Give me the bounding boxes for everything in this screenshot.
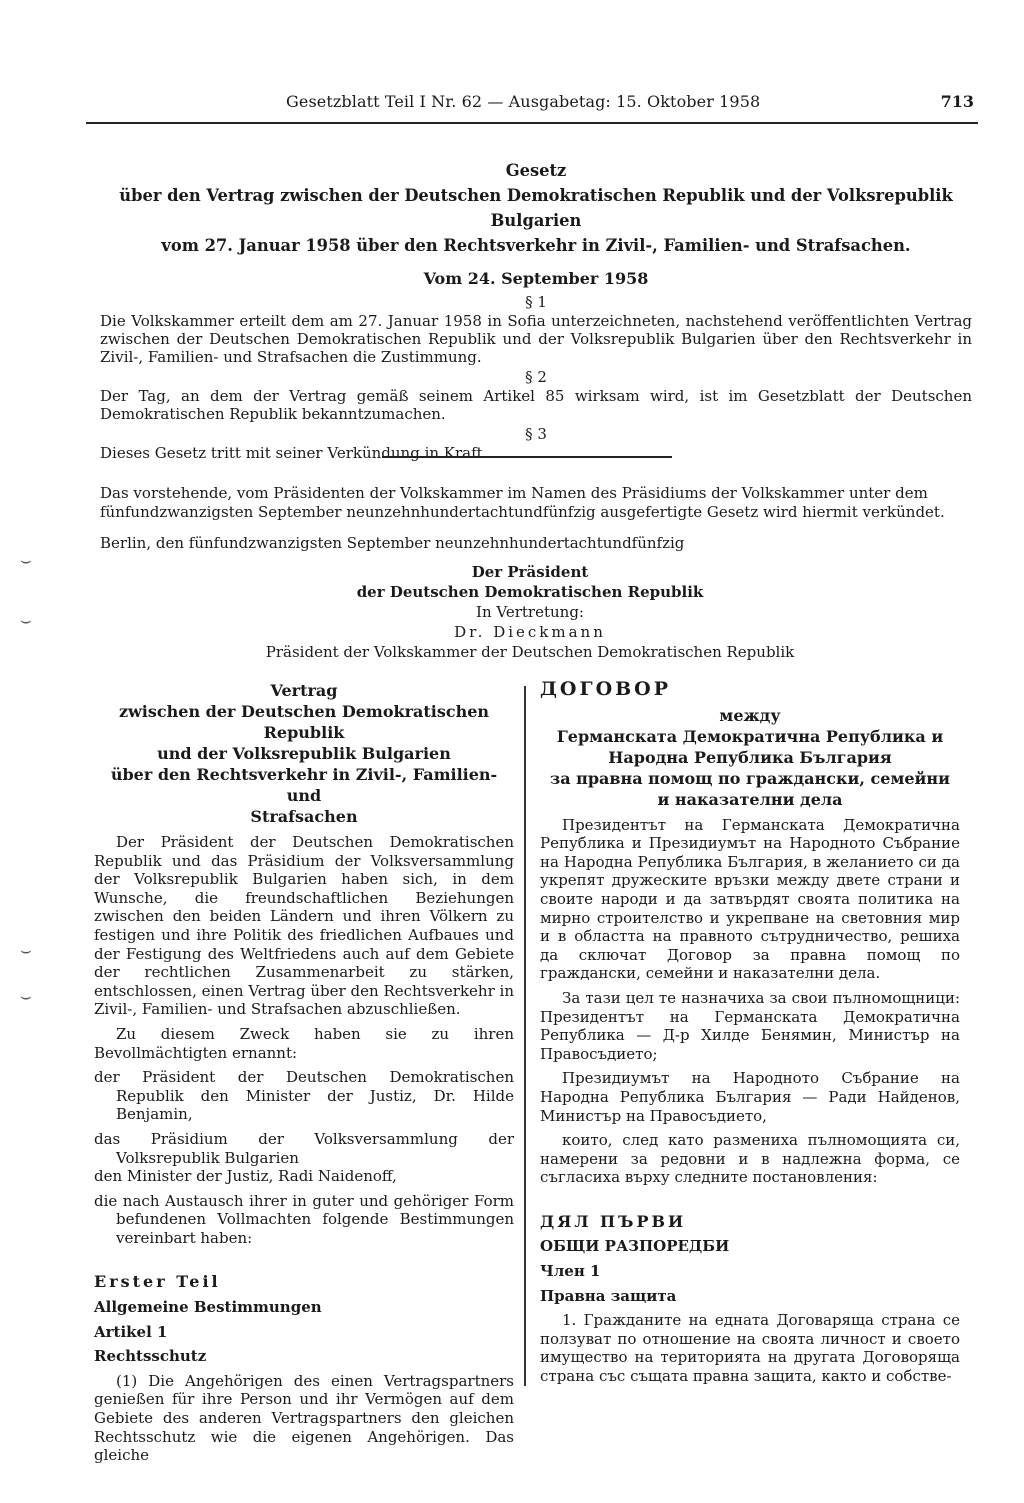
section-text: Die Volkskammer erteilt dem am 27. Januar 1958 in Sofia unterzeichneten, nachstehend veröffentlichten Vertrag zwischen der Deutschen Demokratischen Republik und der Volksrepublik Bulgarien über den Rechtsverkehr in Zivil-, Familien- und Strafsachen die Zustimmung.	[100, 312, 972, 366]
preamble-paragraph: den Minister der Justiz, Radi Naidenoff,	[94, 1167, 397, 1186]
treaty-subtitle: Народна Република България	[608, 747, 892, 767]
preamble-paragraph: За тази цел те назначиха за свои пълномощници: Президентът на Германската Демократична Република — Д-р Хилде Бенямин, Министър на Правосъдието;	[540, 988, 960, 1063]
part-heading: Erster Teil	[94, 1272, 221, 1292]
section-sign: § 2	[525, 368, 547, 386]
law-date: Vom 24. September 1958	[423, 269, 649, 288]
margin-mark: ⌣	[20, 940, 32, 961]
part-title: Allgemeine Bestimmungen	[94, 1298, 322, 1317]
margin-mark: ⌣	[20, 986, 32, 1007]
section-text: Der Tag, an dem der Vertrag gemäß seinem Artikel 85 wirksam wird, ist im Gesetzblatt der Deutschen Demokratischen Republik bekanntzumachen.	[100, 387, 972, 423]
preamble-paragraph: Президентът на Германската Демократична Република и Президиумът на Народното Събрание на Народна Република България, в желанието си да укрепят дружеските връзки между двете страни и своите народи и да затвърдят своята политика на мирно строителство и укрепване на световния мир и в областта на правното сътрудничество, решиха да сключат Договор за правна помощ по граждански, семейни и наказателни дела.	[540, 815, 960, 983]
law-title-line3: vom 27. Januar 1958 über den Rechtsverkehr in Zivil-, Familien- und Strafsachen.	[161, 236, 911, 255]
margin-marks	[20, 540, 60, 1010]
preamble-paragraph: das Präsidium der Volksversammlung der Volksrepublik Bulgarien	[94, 1129, 514, 1167]
treaty-subtitle: и наказателни дела	[657, 789, 843, 809]
treaty-subtitle: Германската Демократична Република и	[556, 726, 944, 746]
signature-name: Dr. Dieckmann	[454, 623, 606, 641]
signature-block	[260, 562, 800, 662]
signature-representation: In Vertretung:	[476, 603, 584, 621]
part-title: ОБЩИ РАЗПОРЕДБИ	[540, 1237, 730, 1256]
law-section	[100, 158, 972, 463]
section-sign: § 1	[525, 293, 547, 311]
law-title-line2: über den Vertrag zwischen der Deutschen Demokratischen Republik und der Volksrepublik Bulgarien	[119, 186, 953, 230]
article-heading: Член 1	[540, 1262, 601, 1281]
treaty-subtitle: Strafsachen	[250, 807, 358, 826]
page-header	[86, 86, 978, 124]
section-divider	[382, 456, 672, 458]
preamble-paragraph: които, след като размениха пълномощията си, намерени за редовни и в надлежна форма, се съгласиха върху следните постановления:	[540, 1131, 960, 1187]
section-sign: § 3	[525, 425, 547, 443]
section-text: Dieses Gesetz tritt mit seiner Verkündung in Kraft.	[100, 444, 488, 462]
header-text: Gesetzblatt Teil I Nr. 62 — Ausgabetag: 15. Oktober 1958	[286, 92, 761, 111]
proclamation-text: Das vorstehende, vom Präsidenten der Volkskammer im Namen des Präsidiums der Volkskammer unter dem fünfundzwanzigsten September neunzehnhundertachtundfünfzig ausgefertigte Gesetz wird hiermit verkündet.	[100, 484, 945, 521]
preamble-paragraph: Президиумът на Народното Събрание на Народна Република България — Ради Найденов, Министър на Правосъдието,	[540, 1069, 960, 1125]
proclamation	[100, 484, 972, 553]
treaty-subtitle: und der Volksrepublik Bulgarien	[157, 744, 451, 763]
signature-role: Präsident der Volkskammer der Deutschen Demokratischen Republik	[265, 643, 795, 661]
signature-office: der Deutschen Demokratischen Republik	[356, 583, 704, 601]
margin-mark: ⌣	[20, 550, 32, 571]
article-title: Rechtsschutz	[94, 1347, 207, 1366]
treaty-title: ДОГОВОР	[540, 678, 672, 700]
treaty-subtitle: за правна помощ по граждански, семейни	[550, 768, 950, 788]
treaty-subtitle: между	[719, 705, 781, 725]
article-heading: Artikel 1	[94, 1322, 168, 1341]
article-paragraph: 1. Гражданите на едната Договаряща страна се ползуват по отношение на своята личност и своето имущество на територията на другата Договоряща страна със същата правна защита, както и собстве-	[540, 1311, 960, 1386]
treaty-title: Vertrag	[270, 681, 338, 700]
page-number: 713	[940, 92, 974, 111]
part-heading: ДЯЛ ПЪРВИ	[540, 1211, 687, 1231]
article-paragraph: (1) Die Angehörigen des einen Vertragspartners genießen für ihre Person und ihr Vermögen auf dem Gebiete des anderen Vertragspartners den gleichen Rechtsschutz wie die eigenen Angehörigen. Das gleiche	[94, 1371, 514, 1465]
place-date: Berlin, den fünfundzwanzigsten September neunzehnhundertachtundfünfzig	[100, 534, 685, 552]
law-title-line1: Gesetz	[505, 161, 567, 180]
preamble-paragraph: Zu diesem Zweck haben sie zu ihren Bevollmächtigten ernannt:	[94, 1024, 514, 1062]
treaty-bulgarian-column	[540, 680, 960, 1392]
article-title: Правна защита	[540, 1286, 677, 1305]
treaty-subtitle: über den Rechtsverkehr in Zivil-, Familien- und	[110, 765, 498, 805]
margin-mark: ⌣	[20, 610, 32, 631]
treaty-german-column	[94, 680, 514, 1471]
column-divider	[524, 686, 526, 1386]
treaty-subtitle: zwischen der Deutschen Demokratischen Republik	[118, 702, 490, 742]
preamble-paragraph: Der Präsident der Deutschen Demokratischen Republik und das Präsidium der Volksversammlung der Volksrepublik Bulgarien haben sich, in dem Wunsche, die freundschaftlichen Beziehungen zwischen den beiden Ländern und ihren Völkern zu festigen und ihre Politik des friedlichen Aufbaues und der Festigung des Weltfriedens auch auf dem Gebiete der rechtlichen Zusammenarbeit zu stärken, entschlossen, einen Vertrag über den Rechtsverkehr in Zivil-, Familien- und Strafsachen abzuschließen.	[94, 833, 514, 1019]
preamble-paragraph: die nach Austausch ihrer in guter und gehöriger Form befundenen Vollmachten folgende Bestimmungen vereinbart haben:	[94, 1191, 514, 1247]
signature-title: Der Präsident	[471, 563, 589, 581]
preamble-paragraph: der Präsident der Deutschen Demokratischen Republik den Minister der Justiz, Dr. Hilde Benjamin,	[94, 1068, 514, 1124]
